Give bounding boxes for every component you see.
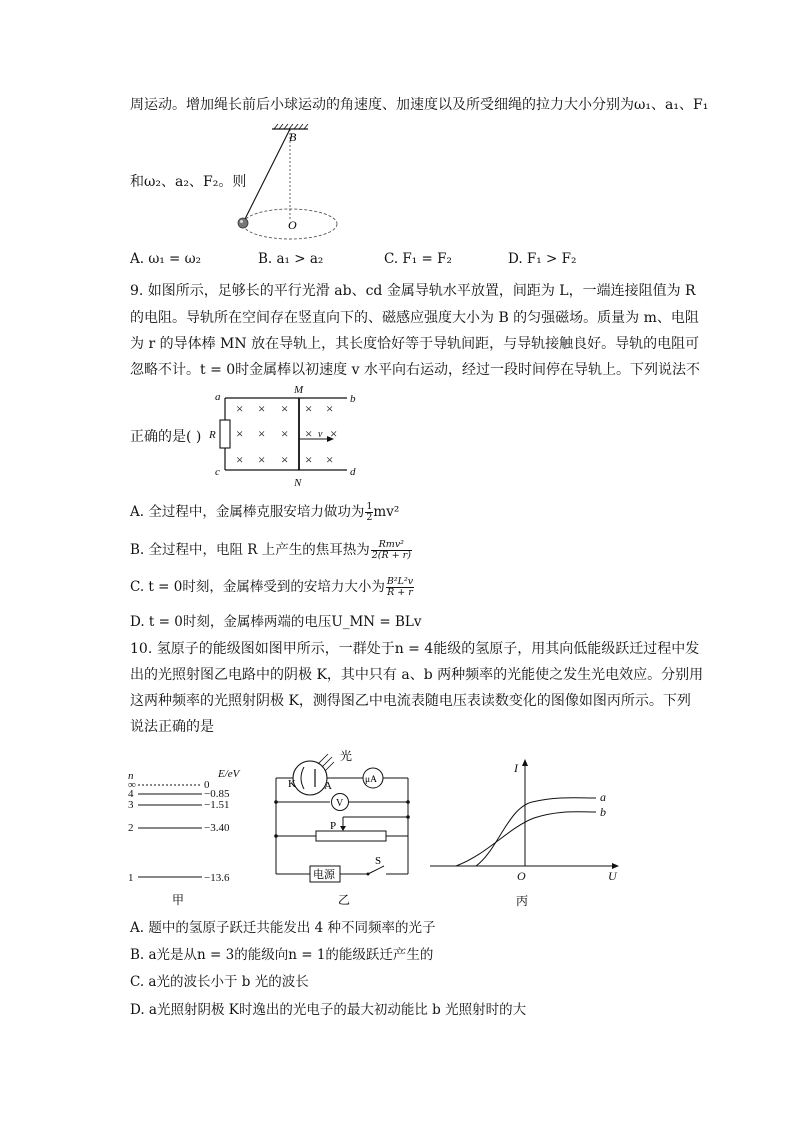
label-K: K: [288, 778, 296, 790]
label-I: I: [514, 761, 518, 775]
level-n: 3: [128, 799, 134, 811]
q8-line1: 周运动。增加绳长前后小球运动的角速度、加速度以及所受细绳的拉力大小分别为ω₁、a₁、F₁: [130, 97, 709, 113]
fraction: $\frac{\text{B²L²v}}{R + r}$: [386, 576, 414, 598]
level-n: ∞: [128, 779, 136, 791]
q9-line4: 忽略不计。t = 0时金属棒以初速度 v 水平向右运动，经过一段时间停在导轨上。下列说法不: [130, 362, 700, 378]
field-cross: ×: [258, 401, 266, 416]
energy-level-diagram: [124, 760, 254, 910]
label-b: b: [350, 393, 356, 405]
q9-option-b[interactable]: B. 全过程中，电阻 R 上产生的焦耳热为 $\frac{\text{Rmv²}}{2(R + r)}$: [130, 539, 411, 561]
field-cross: ×: [281, 452, 289, 467]
field-cross: ×: [305, 401, 313, 416]
q9-line2: 的电阻。导轨所在空间存在竖直向下的、磁感应强度大小为 B 的匀强磁场。质量为 m、电阻: [130, 310, 699, 326]
q10-option-d[interactable]: D. a光照射阴极 K时逸出的光电子的最大初动能比 b 光照射时的大: [130, 1002, 527, 1018]
level-e: −0.85: [204, 788, 230, 800]
curve-label-a: a: [600, 790, 606, 804]
level-n: 4: [128, 788, 134, 800]
label-U: U: [608, 869, 617, 883]
q10-option-a[interactable]: A. 题中的氢原子跃迁共能发出 4 种不同频率的光子: [130, 920, 436, 936]
field-cross: ×: [326, 401, 334, 416]
q10-line4: 说法正确的是: [130, 719, 214, 735]
q9-option-a[interactable]: A. 全过程中，金属棒克服安培力做功为 $\frac{1}{2}$ mv²: [130, 501, 400, 523]
q10-option-c[interactable]: C. a光的波长小于 b 光的波长: [130, 974, 309, 990]
e-header: E/eV: [218, 768, 240, 780]
q9-option-c[interactable]: C. t = 0时刻，金属棒受到的安培力大小为 $\frac{\text{B²L²v}}{R + r}$: [130, 576, 414, 598]
label-v: v: [318, 429, 323, 440]
rail-figure: [205, 382, 365, 492]
level-n: 2: [128, 822, 134, 834]
q10-line2: 出的光照射图乙电路中的阴极 K，其中只有 a、b 两种频率的光能使之发生光电效应。分别用: [130, 667, 704, 683]
q10-option-b[interactable]: B. a光是从n = 3的能级向n = 1的能级跃迁产生的: [130, 947, 434, 963]
q9-line5: 正确的是( ): [130, 429, 202, 445]
level-e: 0: [204, 779, 210, 791]
label-d: d: [350, 466, 356, 478]
label-O: O: [288, 218, 297, 232]
field-cross: ×: [258, 452, 266, 467]
caption-bing: 丙: [516, 894, 529, 908]
n-header: n: [128, 770, 134, 782]
field-cross: ×: [236, 401, 244, 416]
label-P: P: [330, 820, 337, 832]
field-cross: ×: [236, 426, 244, 441]
label-A: A: [324, 780, 332, 792]
label-O: O: [517, 869, 526, 883]
field-cross: ×: [281, 426, 289, 441]
voltmeter-label: V: [336, 798, 344, 809]
field-cross: ×: [281, 401, 289, 416]
curve-label-b: b: [600, 805, 606, 819]
label-a: a: [215, 391, 221, 403]
q8-option-b[interactable]: B. a₁ > a₂: [258, 251, 324, 267]
iu-graph: [428, 758, 628, 913]
level-e: −13.6: [204, 872, 230, 884]
label-R: R: [209, 429, 216, 441]
photoelectric-circuit: [268, 742, 428, 912]
level-e: −3.40: [204, 822, 230, 834]
fraction: $\frac{\text{Rmv²}}{2(R + r)}$: [371, 539, 411, 561]
q9-line1: 9. 如图所示，足够长的平行光滑 ab、cd 金属导轨水平放置，间距为 L，一端连接阻值为 R: [130, 283, 696, 299]
source-label: 电源: [313, 869, 335, 881]
field-cross: ×: [326, 452, 334, 467]
q9-option-d[interactable]: D. t = 0时刻，金属棒两端的电压U_MN = BLv: [130, 614, 422, 630]
field-cross: ×: [305, 426, 313, 441]
q8-line2: 和ω₂、a₂、F₂。则: [130, 174, 247, 190]
q8-option-c[interactable]: C. F₁ = F₂: [384, 251, 452, 267]
level-n: 1: [128, 872, 134, 884]
label-M: M: [294, 384, 304, 396]
field-cross: ×: [258, 426, 266, 441]
q10-line1: 10. 氢原子的能级图如图甲所示，一群处于n = 4能级的氢原子，用其向低能级跃迁过程中发: [130, 641, 700, 657]
ammeter-label: μA: [365, 775, 377, 785]
q8-option-a[interactable]: A. ω₁ = ω₂: [130, 251, 202, 267]
q10-line3: 这两种频率的光照射阴极 K，测得图乙中电流表随电压表读数变化的图像如图丙所示。下列: [130, 693, 691, 709]
field-cross: ×: [305, 452, 313, 467]
label-c: c: [215, 466, 220, 478]
caption-yi: 乙: [338, 893, 351, 907]
level-e: −1.51: [204, 799, 230, 811]
fraction: $\frac{1}{2}$: [366, 501, 373, 523]
field-cross: ×: [236, 452, 244, 467]
q8-option-d[interactable]: D. F₁ > F₂: [508, 251, 577, 267]
q9-line3: 为 r 的导体棒 MN 放在导轨上，其长度恰好等于导轨间距，与导轨接触良好。导轨的电阻可: [130, 336, 700, 352]
caption-jia: 甲: [172, 893, 185, 907]
label-N: N: [294, 477, 302, 489]
field-cross: ×: [330, 426, 338, 441]
label-B: B: [289, 130, 297, 144]
label-light: 光: [340, 749, 353, 763]
label-S: S: [375, 855, 382, 867]
